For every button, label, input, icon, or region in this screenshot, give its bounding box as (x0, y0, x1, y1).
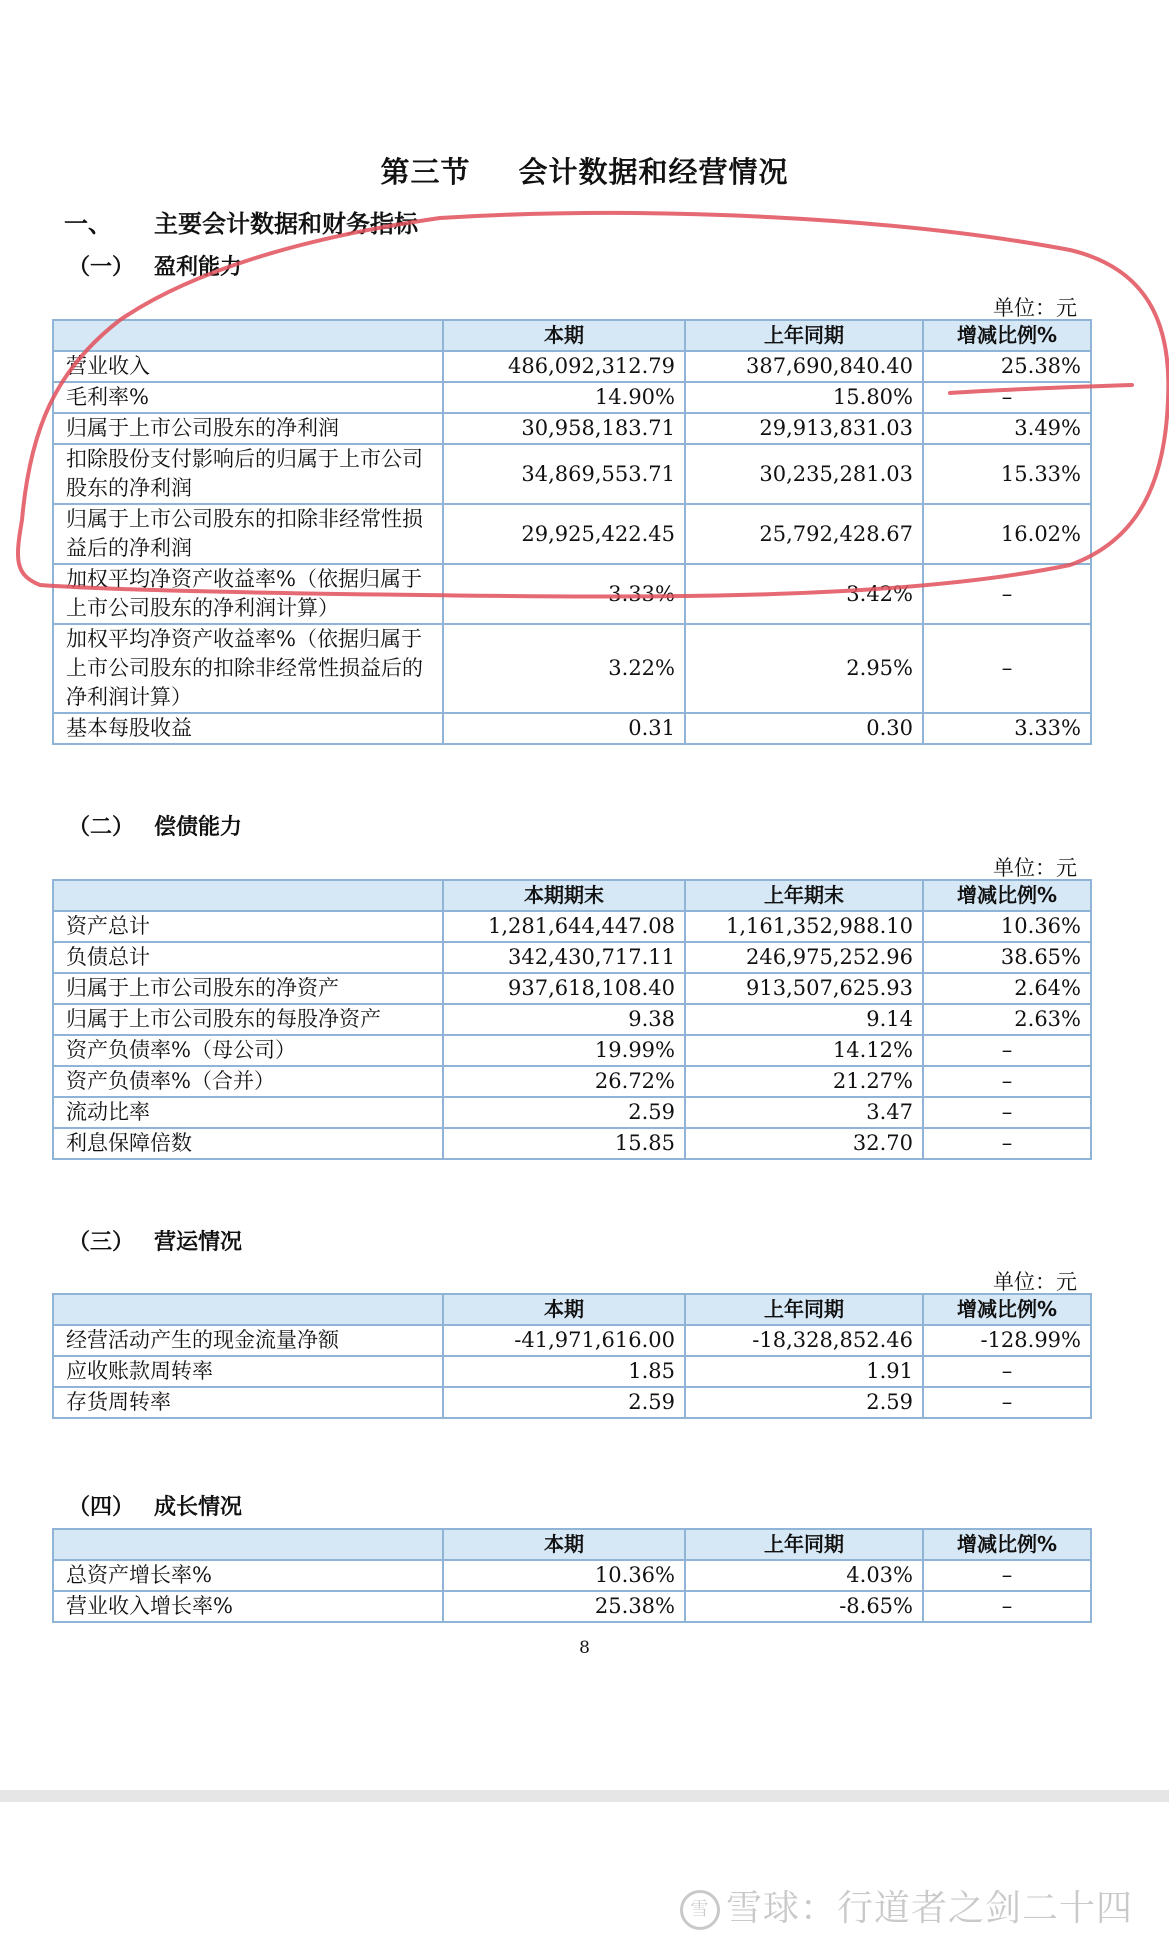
table-row (53, 382, 1091, 413)
table-cell: 486,092,312.79 (443, 351, 685, 382)
table-cell: 1,161,352,988.10 (685, 911, 923, 942)
heading-main-indicators (64, 204, 418, 239)
table-cell: 3.47 (685, 1097, 923, 1128)
table-cell: 29,925,422.45 (443, 504, 685, 564)
row-label: 资产负债率%（母公司） (53, 1035, 443, 1066)
row-label: 加权平均净资产收益率%（依据归属于上市公司股东的净利润计算） (53, 564, 443, 624)
table-cell: – (923, 1128, 1091, 1159)
table-cell: – (923, 1066, 1091, 1097)
table-cell: 2.59 (443, 1097, 685, 1128)
section-number: 第三节 (380, 155, 471, 189)
subheading-solvency: （二） 偿债能力 (68, 815, 243, 840)
unit-label: 单位：元 (993, 856, 1077, 880)
table-cell: 38.65% (923, 942, 1091, 973)
table-cell: -18,328,852.46 (685, 1325, 923, 1356)
table-cell: 1.85 (443, 1356, 685, 1387)
profit-table (52, 319, 1092, 745)
table-cell: 2.59 (685, 1387, 923, 1418)
table-cell: 2.59 (443, 1387, 685, 1418)
solvency-table (52, 879, 1092, 1160)
table-cell: 14.90% (443, 382, 685, 413)
table-cell: – (923, 382, 1091, 413)
table-cell: 4.03% (685, 1560, 923, 1591)
table-row (53, 564, 1091, 624)
table-cell: 15.80% (685, 382, 923, 413)
table-cell: 25,792,428.67 (685, 504, 923, 564)
table-cell: – (923, 624, 1091, 713)
page-number: 8 (579, 1638, 590, 1658)
row-label: 资产总计 (53, 911, 443, 942)
table-row (53, 713, 1091, 744)
table-header-row (53, 880, 1091, 911)
row-label: 存货周转率 (53, 1387, 443, 1418)
column-header (53, 1529, 443, 1560)
row-label: 营业收入增长率% (53, 1591, 443, 1622)
table-cell: 3.33% (923, 713, 1091, 744)
table-row (53, 351, 1091, 382)
page-divider (0, 1790, 1169, 1802)
table-cell: 19.99% (443, 1035, 685, 1066)
table-cell: 14.12% (685, 1035, 923, 1066)
watermark-text: 雪球：行道者之剑二十四 (725, 1888, 1133, 1929)
table-cell: – (923, 1356, 1091, 1387)
table-cell: 34,869,553.71 (443, 444, 685, 504)
table-cell: 30,958,183.71 (443, 413, 685, 444)
table-row (53, 1591, 1091, 1622)
section-title (0, 150, 1169, 191)
column-header: 增减比例% (923, 1294, 1091, 1325)
column-header: 本期期末 (443, 880, 685, 911)
table-row (53, 504, 1091, 564)
table-row (53, 1325, 1091, 1356)
table-cell: 2.64% (923, 973, 1091, 1004)
row-label: 扣除股份支付影响后的归属于上市公司股东的净利润 (53, 444, 443, 504)
unit-label: 单位：元 (993, 296, 1077, 320)
table-cell: 0.30 (685, 713, 923, 744)
column-header: 增减比例% (923, 880, 1091, 911)
row-label: 毛利率% (53, 382, 443, 413)
column-header (53, 1294, 443, 1325)
column-header: 上年同期 (685, 1294, 923, 1325)
table-cell: – (923, 1097, 1091, 1128)
table-cell: 21.27% (685, 1066, 923, 1097)
column-header (53, 880, 443, 911)
table-cell: – (923, 1591, 1091, 1622)
table-cell: 342,430,717.11 (443, 942, 685, 973)
row-label: 负债总计 (53, 942, 443, 973)
table-cell: 25.38% (923, 351, 1091, 382)
table-cell: – (923, 1035, 1091, 1066)
table-header-row (53, 320, 1091, 351)
table-cell: 246,975,252.96 (685, 942, 923, 973)
operation-table (52, 1293, 1092, 1419)
column-header: 上年期末 (685, 880, 923, 911)
table-cell: 15.33% (923, 444, 1091, 504)
table-row (53, 624, 1091, 713)
table-cell: 10.36% (443, 1560, 685, 1591)
table-cell: – (923, 1387, 1091, 1418)
table-cell: 3.22% (443, 624, 685, 713)
row-label: 加权平均净资产收益率%（依据归属于上市公司股东的扣除非经常性损益后的净利润计算） (53, 624, 443, 713)
table-cell: -41,971,616.00 (443, 1325, 685, 1356)
table-cell: 16.02% (923, 504, 1091, 564)
row-label: 归属于上市公司股东的净资产 (53, 973, 443, 1004)
table-row (53, 1387, 1091, 1418)
table-row (53, 1356, 1091, 1387)
table-row (53, 413, 1091, 444)
table-row (53, 1035, 1091, 1066)
row-label: 经营活动产生的现金流量净额 (53, 1325, 443, 1356)
table-cell: 2.95% (685, 624, 923, 713)
column-header (53, 320, 443, 351)
table-row (53, 1097, 1091, 1128)
table-cell: – (923, 1560, 1091, 1591)
row-label: 流动比率 (53, 1097, 443, 1128)
table-row (53, 1560, 1091, 1591)
column-header: 增减比例% (923, 320, 1091, 351)
watermark (680, 1880, 1133, 1931)
table-cell: 9.38 (443, 1004, 685, 1035)
row-label: 总资产增长率% (53, 1560, 443, 1591)
table-cell: 26.72% (443, 1066, 685, 1097)
snowball-logo-icon: 雪 (680, 1890, 720, 1930)
row-label: 营业收入 (53, 351, 443, 382)
table-cell: 3.33% (443, 564, 685, 624)
table-row (53, 1128, 1091, 1159)
table-cell: 2.63% (923, 1004, 1091, 1035)
column-header: 本期 (443, 1294, 685, 1325)
table-cell: 29,913,831.03 (685, 413, 923, 444)
row-label: 资产负债率%（合并） (53, 1066, 443, 1097)
table-row (53, 1066, 1091, 1097)
table-cell: 1.91 (685, 1356, 923, 1387)
table-row (53, 911, 1091, 942)
table-header-row (53, 1294, 1091, 1325)
table-row (53, 1004, 1091, 1035)
growth-table (52, 1528, 1092, 1623)
row-label: 利息保障倍数 (53, 1128, 443, 1159)
table-cell: 30,235,281.03 (685, 444, 923, 504)
unit-label: 单位：元 (993, 1270, 1077, 1294)
row-label: 归属于上市公司股东的每股净资产 (53, 1004, 443, 1035)
subheading-operation: （三） 营运情况 (68, 1230, 243, 1255)
table-header-row (53, 1529, 1091, 1560)
table-cell: 0.31 (443, 713, 685, 744)
table-cell: 1,281,644,447.08 (443, 911, 685, 942)
table-cell: 15.85 (443, 1128, 685, 1159)
table-cell: 387,690,840.40 (685, 351, 923, 382)
column-header: 上年同期 (685, 320, 923, 351)
table-cell: – (923, 564, 1091, 624)
table-cell: 10.36% (923, 911, 1091, 942)
table-cell: 9.14 (685, 1004, 923, 1035)
column-header: 增减比例% (923, 1529, 1091, 1560)
table-cell: 32.70 (685, 1128, 923, 1159)
table-cell: 25.38% (443, 1591, 685, 1622)
row-label: 归属于上市公司股东的扣除非经常性损益后的净利润 (53, 504, 443, 564)
subheading-growth: （四） 成长情况 (68, 1495, 243, 1520)
subheading-profit: （一） 盈利能力 (68, 255, 243, 280)
table-cell: 913,507,625.93 (685, 973, 923, 1004)
table-cell: 3.49% (923, 413, 1091, 444)
heading-number: 一、 (64, 210, 112, 238)
column-header: 本期 (443, 1529, 685, 1560)
table-cell: -8.65% (685, 1591, 923, 1622)
table-row (53, 973, 1091, 1004)
heading-text: 主要会计数据和财务指标 (154, 210, 418, 238)
table-cell: -128.99% (923, 1325, 1091, 1356)
section-name: 会计数据和经营情况 (518, 155, 789, 189)
row-label: 应收账款周转率 (53, 1356, 443, 1387)
table-cell: 3.42% (685, 564, 923, 624)
row-label: 归属于上市公司股东的净利润 (53, 413, 443, 444)
column-header: 本期 (443, 320, 685, 351)
table-row (53, 444, 1091, 504)
table-cell: 937,618,108.40 (443, 973, 685, 1004)
column-header: 上年同期 (685, 1529, 923, 1560)
row-label: 基本每股收益 (53, 713, 443, 744)
table-row (53, 942, 1091, 973)
